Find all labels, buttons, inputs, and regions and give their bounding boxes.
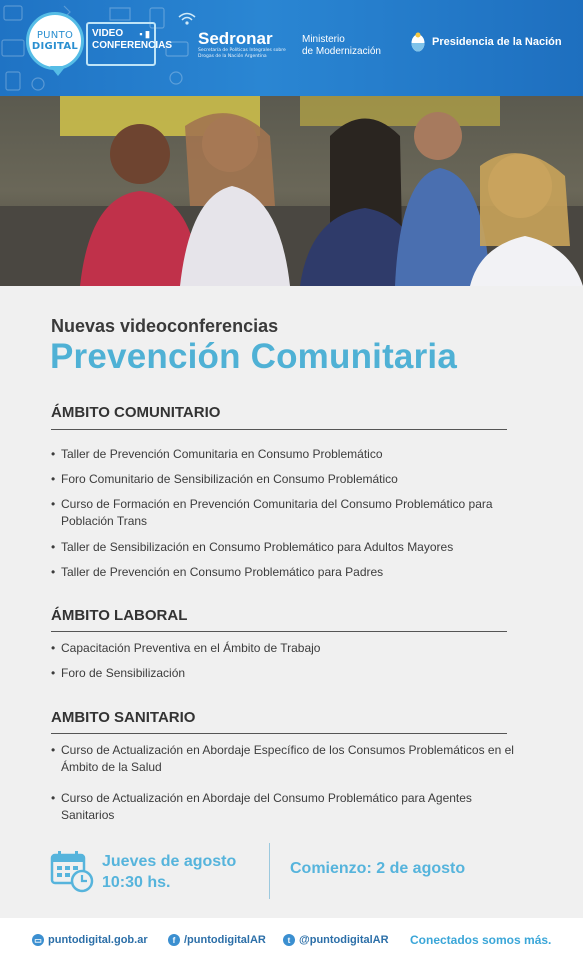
facebook-link[interactable] — [168, 934, 266, 946]
ministerio-line-2: de Modernización — [302, 46, 381, 57]
twitter-icon: t — [283, 934, 295, 946]
list-item: • Curso de Actualización en Abordaje del Consumo Problemático para Agentes Sanitarios — [51, 790, 521, 824]
presidencia-text: Presidencia de la Nación — [432, 36, 562, 48]
hero-photo — [0, 96, 583, 286]
argentina-shield-icon — [410, 31, 426, 53]
list-item: • Capacitación Preventiva en el Ámbito de Trabajo — [51, 640, 531, 657]
list-item: • Taller de Prevención Comunitaria en Consumo Problemático — [51, 446, 531, 463]
footer-slogan: Conectados somos más. — [410, 933, 552, 947]
start-date: Comienzo: 2 de agosto — [290, 860, 466, 877]
ministerio-line-1: Ministerio — [302, 34, 345, 45]
facebook-icon: f — [168, 934, 180, 946]
page-subtitle: Nuevas videoconferencias — [51, 316, 279, 336]
schedule-day-time — [102, 851, 236, 893]
list-item: • Foro Comunitario de Sensibilización en Consumo Problemático — [51, 471, 531, 488]
sedronar-name: Sedronar — [198, 29, 273, 48]
wifi-icon — [178, 12, 196, 26]
schedule-time: 10:30 hs. — [102, 874, 171, 891]
twitter-text: @puntodigitalAR — [299, 934, 389, 946]
camera-mic-icon: ▪ ▮ — [139, 29, 150, 39]
list-item: • Foro de Sensibilización — [51, 665, 531, 682]
section-heading-sanitario: AMBITO SANITARIO — [51, 709, 196, 726]
schedule-divider — [269, 843, 270, 899]
punto-digital-logo — [26, 12, 84, 70]
vc-line-2: CONFERENCIAS — [92, 40, 173, 51]
website-link[interactable] — [32, 934, 148, 946]
website-text: puntodigital.gob.ar — [48, 934, 148, 946]
calendar-clock-icon — [50, 849, 94, 893]
vc-line-1: VIDEO — [92, 28, 124, 39]
students-photo-illustration — [0, 96, 583, 286]
facebook-text: /puntodigitalAR — [184, 934, 266, 946]
sedronar-logo — [198, 30, 288, 59]
section-heading-comunitario: ÁMBITO COMUNITARIO — [51, 404, 221, 421]
list-item: • Taller de Prevención en Consumo Problemático para Padres — [51, 564, 531, 581]
logo-pin-shape — [50, 66, 66, 76]
videoconferencias-label — [86, 22, 173, 66]
presidencia-logo — [410, 31, 562, 53]
footer — [0, 918, 583, 960]
web-icon: ▭ — [32, 934, 44, 946]
section-divider — [51, 429, 507, 430]
list-item: • Curso de Formación en Prevención Comunitaria del Consumo Problemático para Población Trans — [51, 496, 511, 530]
section-divider — [51, 631, 507, 632]
sedronar-subtitle: Secretaría de Políticas Integrales sobre Drogas de la Nación Argentina — [198, 48, 286, 59]
ministerio-logo — [302, 34, 381, 58]
logo-line-2: DIGITAL — [31, 41, 79, 52]
section-divider — [51, 733, 507, 734]
logo-line-1: PUNTO — [36, 30, 74, 41]
section-heading-laboral: ÁMBITO LABORAL — [51, 607, 188, 624]
page-title: Prevención Comunitaria — [50, 337, 458, 376]
list-item: • Taller de Sensibilización en Consumo Problemático para Adultos Mayores — [51, 539, 531, 556]
list-item: • Curso de Actualización en Abordaje Específico de los Consumos Problemáticos en el Ámbito de la Salud — [51, 742, 529, 776]
twitter-link[interactable] — [283, 934, 389, 946]
schedule-day: Jueves de agosto — [102, 853, 237, 870]
header-banner — [0, 0, 583, 96]
